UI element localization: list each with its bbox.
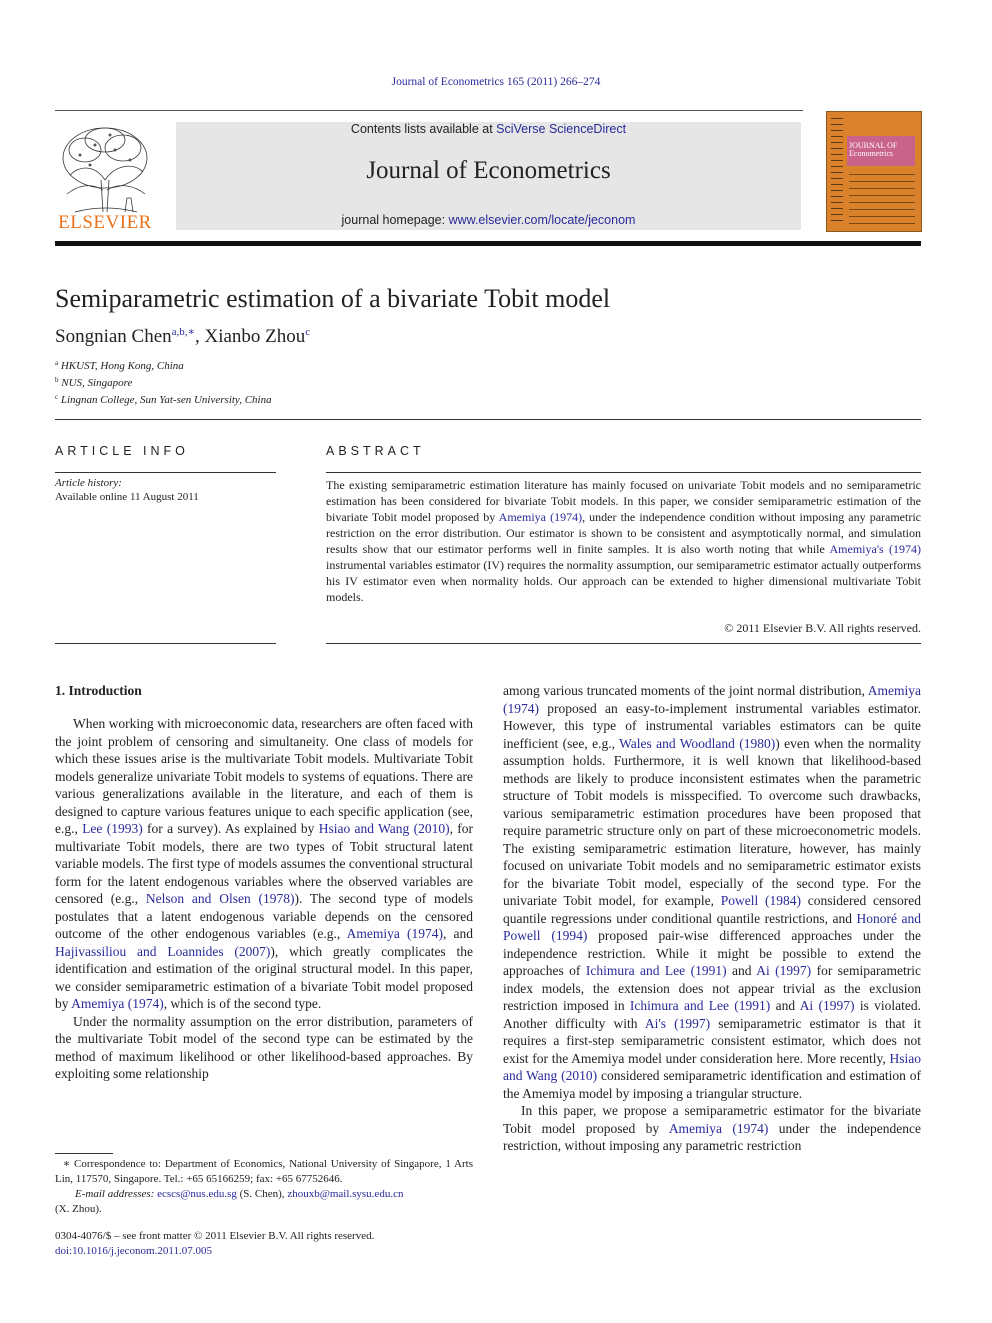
affiliation-text: NUS, Singapore	[61, 377, 133, 389]
footnote	[55, 1157, 473, 1217]
footnote-text: Correspondence to: Department of Economics, National University of Singapore, 1 Arts Lin, 117570, Singapore. Tel.: +65 65166259; fax: +65 67752646.	[55, 1158, 473, 1185]
text-run: In this paper, we propose a semiparametric estimator for the bivariate Tobit model proposed by	[503, 1103, 921, 1136]
citation-link[interactable]: Amemiya's (1974)	[829, 542, 921, 556]
citation-link[interactable]: Hsiao and Wang (2010)	[318, 821, 450, 836]
front-matter-notice	[55, 1229, 374, 1259]
article-info-rule	[55, 472, 276, 473]
citation-link[interactable]: Hajivassiliou and Loannides (2007)	[55, 943, 271, 959]
affiliation	[55, 359, 184, 372]
email-link[interactable]: ecscs@nus.edu.sg	[157, 1188, 237, 1200]
homepage-prefix: journal homepage:	[341, 213, 449, 227]
contents-line	[176, 122, 801, 136]
citation-link[interactable]: Ichimura and Lee (1991)	[585, 963, 727, 978]
abstract-text	[326, 477, 921, 605]
citation-link[interactable]: Ichimura and Lee (1991)	[629, 998, 771, 1013]
contents-prefix: Contents lists available at	[350, 122, 497, 136]
journal-cover-thumbnail[interactable]	[826, 111, 922, 232]
affiliation-marker: a	[55, 359, 59, 367]
abstract-segment: instrumental variables estimator (IV) requires the normality assumption, our semiparametric estimator actually outperforms his IV estimator even when normality holds. Our approach can be extended to higher dimensional multivariate Tobit models.	[326, 558, 921, 604]
section-heading: 1. Introduction	[55, 683, 142, 698]
citation-link[interactable]: Amemiya (1974)	[346, 926, 444, 941]
affiliation	[55, 376, 132, 389]
author-affiliation-marker[interactable]: c	[305, 326, 311, 338]
citation-link[interactable]: Amemiya (1974)	[668, 1120, 769, 1136]
text-run: , which is of the second type.	[163, 996, 322, 1011]
header-rule	[55, 110, 803, 111]
author-name: Xianbo Zhou	[204, 326, 306, 347]
article-info-heading: ARTICLE INFO	[55, 444, 189, 458]
text-run: is violated. Another difficulty with	[503, 998, 921, 1031]
paragraph: Under the normality assumption on the error distribution, parameters of the multivariate Tobit model of the second type can be estimated by the method of maximum likelihood or other likelihood-based approaches. By exploiting some relationship	[55, 1013, 473, 1081]
affiliation-text: HKUST, Hong Kong, China	[60, 360, 184, 372]
text-run: for a survey). As explained by	[142, 821, 319, 836]
citation-link[interactable]: Amemiya (1974)	[71, 996, 164, 1011]
citation-link[interactable]: Wales and Woodland (1980)	[619, 735, 776, 751]
sciencedirect-link[interactable]: SciVerse ScienceDirect	[496, 122, 627, 136]
citation-link[interactable]: Amemiya (1974)	[503, 683, 921, 716]
section-rule	[55, 419, 921, 420]
citation-link[interactable]: Nelson and Olsen (1978)	[145, 891, 295, 906]
text-run: ). The second type of models postulates that a latent endogenous variable depends on the censored outcome of the other endogenous variables (e.g.,	[55, 891, 473, 941]
text-run: considered semiparametric identification and estimation of the Amemiya model by imposing a triangular structure.	[503, 1068, 921, 1101]
abstract-segment: The existing semiparametric estimation literature has mainly focused on univariate Tobit models and no semiparametric estimation has been considered for bivariate Tobit models. In this paper, we consider semiparametric estimation of the bivariate Tobit model proposed by	[326, 478, 921, 524]
abstract-segment: , under the independence condition without imposing any parametric restriction on the error distribution. Our estimator is shown to be consistent and asymptotically normal, and simulation results show that our estimator performs well in finite samples. It is also worth noting that while	[326, 510, 921, 556]
text-run: for semiparametric index models, the extension does not appear trivial as the exclusion restriction imposed in	[503, 963, 921, 1013]
paragraph	[503, 1102, 921, 1155]
text-run: When working with microeconomic data, researchers are often faced with the joint problem of censoring and simultaneity. One class of models for which these issues arise is the multivariate Tobit models. Multivariate Tobit models generalize univariate Tobit models to systems of equations. There are various generalizations available in the literature, and each of them is designed to capture various features unique to each specific application (see, e.g.,	[55, 716, 473, 836]
footnote-correspondence	[55, 1157, 473, 1187]
paragraph	[55, 715, 473, 1013]
affiliation-marker: c	[55, 393, 59, 401]
abstract-bottom-rule	[326, 643, 921, 644]
issn-line: 0304-4076/$ – see front matter © 2011 Elsevier B.V. All rights reserved.	[55, 1230, 375, 1242]
text-run: and	[726, 963, 757, 978]
text-run: ), which greatly complicates the identification and estimation of the original structural model. In this paper, we consider semiparametric estimation of a bivariate Tobit model proposed by	[55, 943, 474, 1011]
email-owner: (S. Chen),	[236, 1188, 288, 1200]
text-run: semiparametric estimator is that it requires a first-step semiparametric consistent estimator, which does not exist for the Amemiya model under consideration here. More recently,	[503, 1015, 921, 1066]
text-run: proposed pair-wise differenced approaches under the independence restriction. While it might be possible to extend the approaches of	[503, 928, 922, 978]
paragraph	[503, 682, 921, 1102]
homepage-link[interactable]: www.elsevier.com/locate/jeconom	[448, 213, 636, 227]
author-affiliation-marker[interactable]: a,b,∗	[171, 326, 195, 338]
footnote-marker: ∗	[62, 1158, 71, 1170]
doi-link[interactable]: doi:10.1016/j.jeconom.2011.07.005	[55, 1245, 212, 1257]
text-run: and	[770, 998, 800, 1013]
text-run: ) even when the normality assumption holds. Furthermore, it is well known that likelihood-based methods are likely to produce inconsistent estimates when the parametric structure of Tobit models is misspecified. To overcome such drawbacks, various semiparametric estimation procedures have been proposed that require parametric structure only on part of these microeconometric models. The existing semiparametric estimation literature, however, has mainly focused on univariate Tobit models and no semiparametric estimator exists for the bivariate Tobit model, especially of the second type. For the univariate Tobit model, for example,	[503, 735, 921, 908]
text-run: under the independence restriction, without imposing any parametric restriction	[503, 1120, 921, 1153]
cover-contents-lines	[849, 174, 915, 224]
cover-title: JOURNAL OF Econometrics	[849, 141, 898, 158]
citation-link[interactable]: Ai (1997)	[799, 998, 855, 1013]
abstract-heading: ABSTRACT	[326, 444, 425, 458]
affiliation	[55, 393, 272, 406]
author-list	[55, 325, 310, 348]
article-history-value: Available online 11 August 2011	[55, 491, 199, 503]
citation-link[interactable]: Ai (1997)	[756, 963, 812, 978]
article-info-bottom-rule	[55, 643, 276, 644]
citation-link[interactable]: Honoré and Powell (1994)	[503, 910, 921, 943]
article-title: Semiparametric estimation of a bivariate Tobit model	[55, 284, 611, 313]
footnote-email-owner: (X. Zhou).	[55, 1203, 102, 1215]
text-run: , and	[443, 926, 474, 941]
homepage-line	[176, 213, 801, 227]
author-name: Songnian Chen	[55, 326, 172, 347]
article-history-label: Article history:	[55, 477, 122, 489]
journal-title: Journal of Econometrics	[366, 157, 611, 184]
text-run: , for multivariate Tobit models, there are two types of Tobit structural latent variable models. The first type of models assumes the conventional structural form for the latent endogenous variables where the observed variables are censored (e.g.,	[55, 821, 474, 906]
left-column	[55, 715, 473, 1083]
cover-stripes	[831, 118, 843, 226]
header-thick-rule	[55, 241, 921, 246]
copyright-notice: © 2011 Elsevier B.V. All rights reserved.	[724, 621, 921, 635]
citation-link[interactable]: Amemiya (1974)	[498, 510, 583, 524]
citation-link[interactable]: Lee (1993)	[82, 821, 143, 836]
citation-link[interactable]: Ai's (1997)	[644, 1015, 711, 1031]
abstract-rule	[326, 472, 921, 473]
author-separator: ,	[195, 326, 205, 347]
text-run: among various truncated moments of the joint normal distribution,	[503, 683, 868, 698]
affiliation-marker: b	[55, 376, 59, 384]
footnote-emails	[55, 1187, 473, 1202]
email-link[interactable]: zhouxb@mail.sysu.edu.cn	[287, 1188, 404, 1200]
text-run: proposed an easy-to-implement instrumental variables estimator. However, this type of instrumental variables estimators can be quite inefficient (see, e.g.,	[503, 700, 921, 751]
citation-link[interactable]: Powell (1984)	[720, 893, 802, 908]
journal-citation[interactable]: Journal of Econometrics 165 (2011) 266–274	[391, 76, 601, 88]
right-column	[503, 682, 921, 1155]
citation-link[interactable]: Hsiao and Wang (2010)	[503, 1050, 921, 1083]
text-run: considered censored quantile regressions under conditional quantile restrictions, and	[503, 893, 921, 926]
affiliation-text: Lingnan College, Sun Yat-sen University, China	[60, 394, 272, 406]
elsevier-wordmark: ELSEVIER	[58, 212, 152, 233]
email-label: E-mail addresses:	[75, 1188, 158, 1200]
footnote-rule	[55, 1153, 113, 1154]
